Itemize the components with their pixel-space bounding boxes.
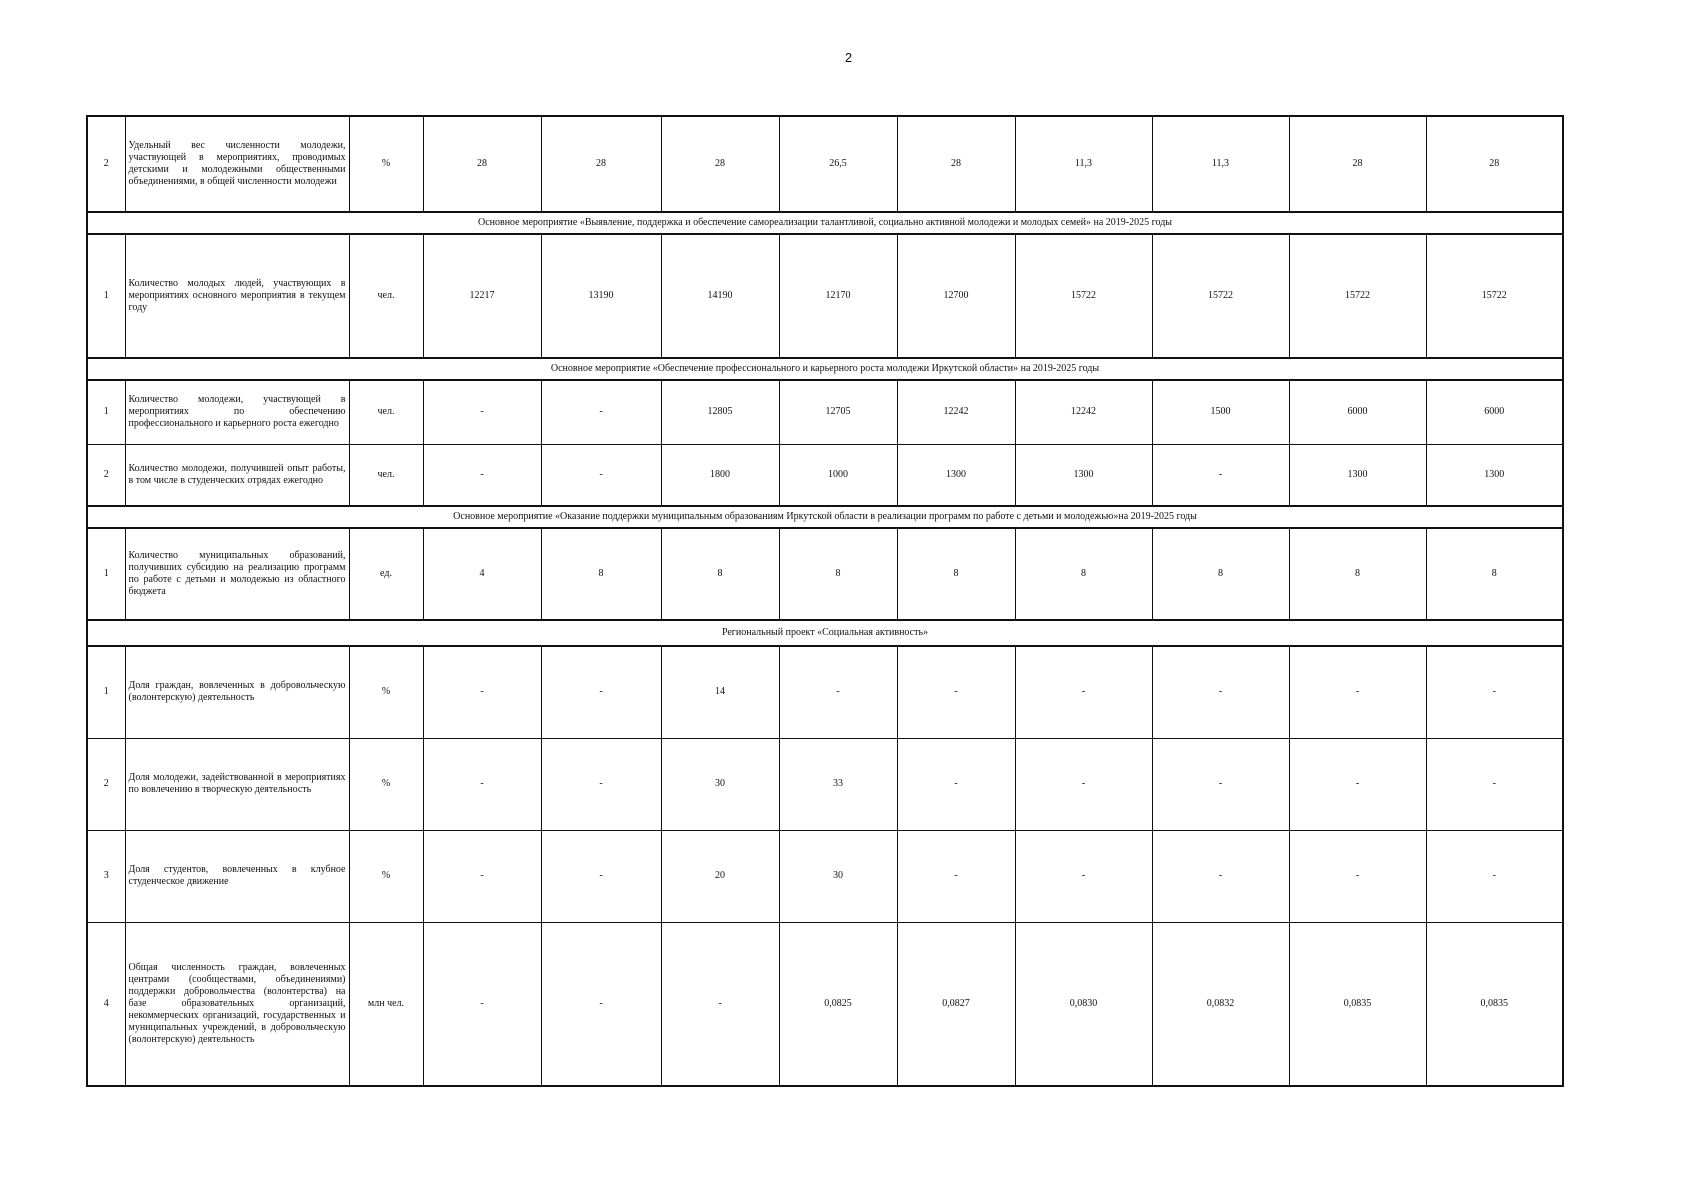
- value-cell: -: [897, 738, 1015, 830]
- section-header-row: [87, 506, 1563, 528]
- row-number: 2: [87, 738, 125, 830]
- value-cell: -: [661, 922, 779, 1086]
- row-number: 4: [87, 922, 125, 1086]
- unit-cell: ед.: [349, 528, 423, 620]
- unit-cell: чел.: [349, 234, 423, 358]
- value-cell: 1300: [897, 444, 1015, 506]
- value-cell: 8: [779, 528, 897, 620]
- page-number: 2: [844, 50, 853, 65]
- unit-cell: %: [349, 830, 423, 922]
- section-title: Региональный проект «Социальная активность»: [87, 620, 1563, 646]
- row-number: 3: [87, 830, 125, 922]
- value-cell: -: [1015, 738, 1152, 830]
- indicator-name: Количество муниципальных образований, получивших субсидию на реализацию программ по работе с детьми и молодежью из областного бюджета: [125, 528, 349, 620]
- indicators-table: [86, 115, 1564, 1087]
- value-cell: 15722: [1289, 234, 1426, 358]
- value-cell: -: [1152, 830, 1289, 922]
- value-cell: 28: [423, 116, 541, 212]
- value-cell: 8: [661, 528, 779, 620]
- indicator-name: Общая численность граждан, вовлеченных центрами (сообществами, объединениями) поддержки добровольчества (волонтерства) на базе образовательных организаций, некоммерческих организаций, государственных и муниципальных учреждений, в добровольческую (волонтерскую) деятельность: [125, 922, 349, 1086]
- table-row: [87, 830, 1563, 922]
- value-cell: -: [541, 830, 661, 922]
- value-cell: -: [1152, 738, 1289, 830]
- value-cell: 1300: [1426, 444, 1563, 506]
- table-row: [87, 116, 1563, 212]
- unit-cell: чел.: [349, 444, 423, 506]
- value-cell: 0,0835: [1289, 922, 1426, 1086]
- section-title: Основное мероприятие «Выявление, поддержка и обеспечение самореализации талантливой, социально активной молодежи и молодых семей» на 2019-2025 годы: [87, 212, 1563, 234]
- table-row: [87, 234, 1563, 358]
- unit-cell: млн чел.: [349, 922, 423, 1086]
- value-cell: -: [423, 646, 541, 738]
- indicator-name: Количество молодежи, получившей опыт работы, в том числе в студенческих отрядах ежегодно: [125, 444, 349, 506]
- indicator-name: Доля граждан, вовлеченных в добровольческую (волонтерскую) деятельность: [125, 646, 349, 738]
- value-cell: 30: [779, 830, 897, 922]
- value-cell: 1500: [1152, 380, 1289, 444]
- table-row: [87, 922, 1563, 1086]
- indicator-name: Удельный вес численности молодежи, участвующей в мероприятиях, проводимых детскими и молодежными общественными объединениями, в общей численности молодежи: [125, 116, 349, 212]
- value-cell: 8: [897, 528, 1015, 620]
- value-cell: 1800: [661, 444, 779, 506]
- section-title: Основное мероприятие «Обеспечение профессионального и карьерного роста молодежи Иркутской области» на 2019-2025 годы: [87, 358, 1563, 380]
- value-cell: 8: [541, 528, 661, 620]
- table-row: [87, 380, 1563, 444]
- value-cell: -: [1015, 646, 1152, 738]
- value-cell: -: [1426, 738, 1563, 830]
- row-number: 1: [87, 646, 125, 738]
- value-cell: -: [1426, 646, 1563, 738]
- value-cell: 28: [1426, 116, 1563, 212]
- value-cell: 28: [661, 116, 779, 212]
- table-row: [87, 738, 1563, 830]
- value-cell: 12705: [779, 380, 897, 444]
- value-cell: 8: [1289, 528, 1426, 620]
- value-cell: 33: [779, 738, 897, 830]
- row-number: 1: [87, 528, 125, 620]
- value-cell: 28: [1289, 116, 1426, 212]
- value-cell: -: [541, 444, 661, 506]
- value-cell: -: [541, 922, 661, 1086]
- value-cell: 8: [1426, 528, 1563, 620]
- value-cell: -: [541, 646, 661, 738]
- unit-cell: чел.: [349, 380, 423, 444]
- value-cell: 0,0832: [1152, 922, 1289, 1086]
- value-cell: -: [423, 380, 541, 444]
- section-header-row: [87, 358, 1563, 380]
- value-cell: 13190: [541, 234, 661, 358]
- value-cell: -: [1289, 646, 1426, 738]
- value-cell: -: [1152, 444, 1289, 506]
- value-cell: 14: [661, 646, 779, 738]
- value-cell: -: [897, 830, 1015, 922]
- value-cell: 26,5: [779, 116, 897, 212]
- value-cell: 28: [541, 116, 661, 212]
- value-cell: -: [423, 922, 541, 1086]
- value-cell: 4: [423, 528, 541, 620]
- row-number: 2: [87, 444, 125, 506]
- indicator-name: Доля молодежи, задействованной в мероприятиях по вовлечению в творческую деятельность: [125, 738, 349, 830]
- unit-cell: %: [349, 116, 423, 212]
- indicator-name: Количество молодых людей, участвующих в мероприятиях основного мероприятия в текущем году: [125, 234, 349, 358]
- section-header-row: [87, 212, 1563, 234]
- value-cell: 1000: [779, 444, 897, 506]
- value-cell: -: [423, 830, 541, 922]
- table-row: [87, 646, 1563, 738]
- value-cell: 1300: [1289, 444, 1426, 506]
- section-title: Основное мероприятие «Оказание поддержки муниципальным образованиям Иркутской области в реализации программ по работе с детьми и молодежью»на 2019-2025 годы: [87, 506, 1563, 528]
- indicator-name: Количество молодежи, участвующей в мероприятиях по обеспечению профессионального и карьерного роста ежегодно: [125, 380, 349, 444]
- value-cell: -: [779, 646, 897, 738]
- value-cell: 8: [1015, 528, 1152, 620]
- value-cell: -: [1289, 830, 1426, 922]
- value-cell: 11,3: [1015, 116, 1152, 212]
- value-cell: 30: [661, 738, 779, 830]
- value-cell: 28: [897, 116, 1015, 212]
- value-cell: 12242: [897, 380, 1015, 444]
- indicator-name: Доля студентов, вовлеченных в клубное студенческое движение: [125, 830, 349, 922]
- value-cell: 15722: [1015, 234, 1152, 358]
- value-cell: 14190: [661, 234, 779, 358]
- table-row: [87, 528, 1563, 620]
- value-cell: 0,0827: [897, 922, 1015, 1086]
- value-cell: 15722: [1152, 234, 1289, 358]
- value-cell: 6000: [1289, 380, 1426, 444]
- value-cell: 15722: [1426, 234, 1563, 358]
- value-cell: 1300: [1015, 444, 1152, 506]
- value-cell: 12805: [661, 380, 779, 444]
- value-cell: 12217: [423, 234, 541, 358]
- value-cell: -: [423, 738, 541, 830]
- value-cell: 8: [1152, 528, 1289, 620]
- value-cell: -: [897, 646, 1015, 738]
- row-number: 1: [87, 234, 125, 358]
- value-cell: 20: [661, 830, 779, 922]
- value-cell: -: [423, 444, 541, 506]
- value-cell: -: [1015, 830, 1152, 922]
- value-cell: -: [1289, 738, 1426, 830]
- row-number: 1: [87, 380, 125, 444]
- unit-cell: %: [349, 646, 423, 738]
- value-cell: -: [1152, 646, 1289, 738]
- section-header-row: [87, 620, 1563, 646]
- value-cell: 12170: [779, 234, 897, 358]
- value-cell: 0,0825: [779, 922, 897, 1086]
- value-cell: 12242: [1015, 380, 1152, 444]
- value-cell: 0,0830: [1015, 922, 1152, 1086]
- value-cell: 6000: [1426, 380, 1563, 444]
- value-cell: -: [1426, 830, 1563, 922]
- table-row: [87, 444, 1563, 506]
- value-cell: -: [541, 380, 661, 444]
- row-number: 2: [87, 116, 125, 212]
- value-cell: -: [541, 738, 661, 830]
- value-cell: 11,3: [1152, 116, 1289, 212]
- unit-cell: %: [349, 738, 423, 830]
- value-cell: 0,0835: [1426, 922, 1563, 1086]
- value-cell: 12700: [897, 234, 1015, 358]
